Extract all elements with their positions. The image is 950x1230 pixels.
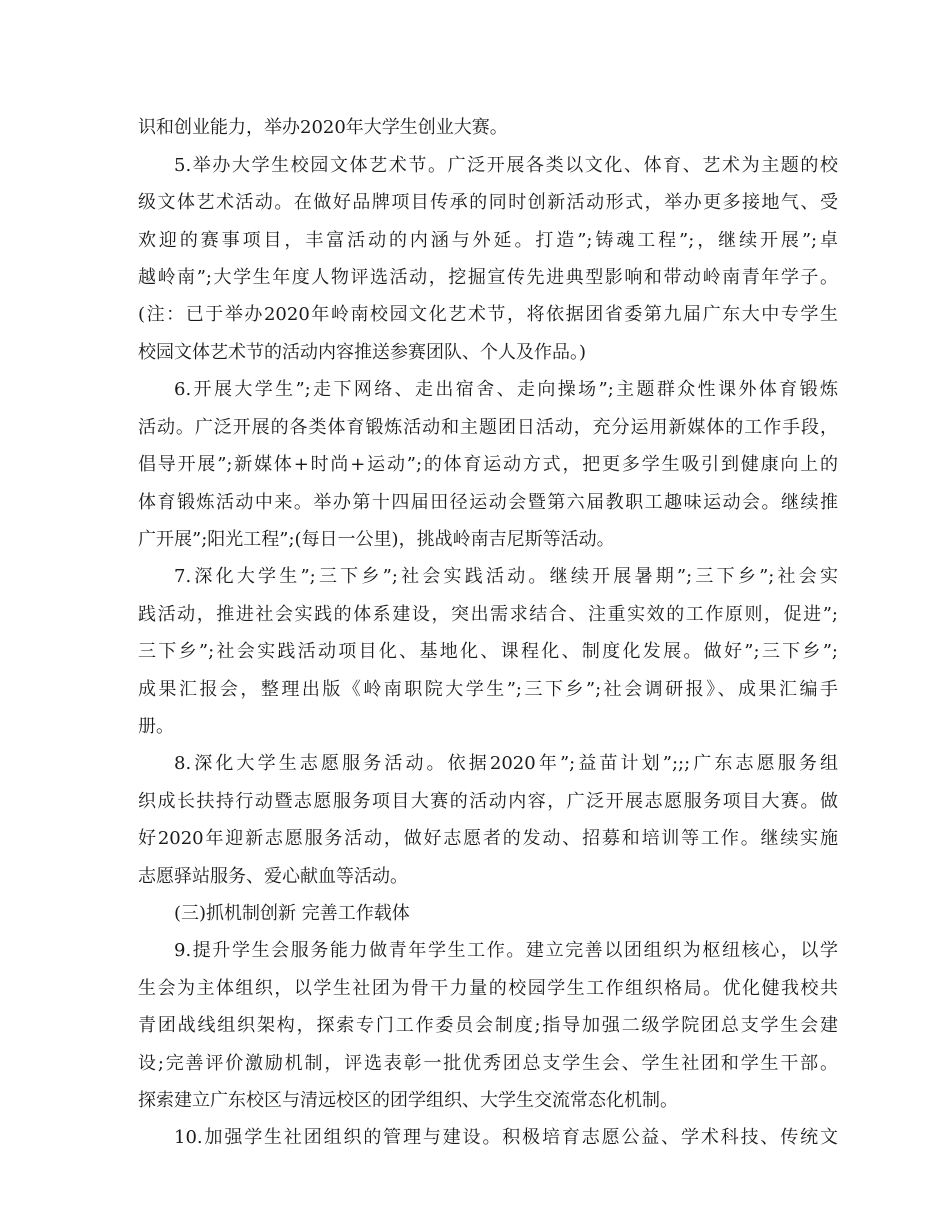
text-line: 9.提升学生会服务能力做青年学生工作。建立完善以团组织为枢纽核心，以学: [174, 940, 838, 961]
text-line: 生会为主体组织，以学生社团为骨干力量的校园学生工作组织格局。优化健我校共: [138, 978, 838, 999]
text-line: 册。: [138, 716, 174, 737]
text-line: (注：已于举办2020年岭南校园文化艺术节，将依据团省委第九届广东大中专学生: [138, 304, 838, 325]
text-line: 倡导开展”;新媒体+时尚+运动”;的体育运动方式，把更多学生吸引到健康向上的: [138, 454, 838, 475]
text-line: 好2020年迎新志愿服务活动，做好志愿者的发动、招募和培训等工作。继续实施: [138, 828, 838, 849]
text-line: 越岭南”;大学生年度人物评选活动，挖掘宣传先进典型影响和带动岭南青年学子。: [138, 267, 838, 288]
text-line: 欢迎的赛事项目，丰富活动的内涵与外延。打造”;铸魂工程”;，继续开展”;卓: [138, 230, 838, 251]
text-line: 8.深化大学生志愿服务活动。依据2020年”;益苗计划”;;;广东志愿服务组: [174, 753, 838, 774]
text-line: 成果汇报会，整理出版《岭南职院大学生”;三下乡”;社会调研报》、成果汇编手: [138, 679, 838, 700]
text-line: 设;完善评价激励机制，评选表彰一批优秀团总支学生会、学生社团和学生干部。: [138, 1053, 838, 1074]
text-line: 10.加强学生社团组织的管理与建设。积极培育志愿公益、学术科技、传统文: [174, 1127, 838, 1148]
text-line: 活动。广泛开展的各类体育锻炼活动和主题团日活动，充分运用新媒体的工作手段，: [138, 417, 838, 438]
section-heading: (三)抓机制创新 完善工作载体: [174, 903, 410, 924]
text-line: 校园文体艺术节的活动内容推送参赛团队、个人及作品。): [138, 342, 587, 363]
text-line: 青团战线组织架构，探索专门工作委员会制度;指导加强二级学院团总支学生会建: [138, 1015, 838, 1036]
text-line: 5.举办大学生校园文体艺术节。广泛开展各类以文化、体育、艺术为主题的校: [174, 155, 838, 176]
text-line: 体育锻炼活动中来。举办第十四届田径运动会暨第六届教职工趣味运动会。继续推: [138, 492, 838, 513]
text-line: 7.深化大学生”;三下乡”;社会实践活动。继续开展暑期”;三下乡”;社会实: [174, 566, 838, 587]
text-line: 探索建立广东校区与清远校区的团学组织、大学生交流常态化机制。: [138, 1090, 678, 1111]
text-line: 识和创业能力，举办2020年大学生创业大赛。: [138, 117, 508, 138]
text-line: 6.开展大学生”;走下网络、走出宿舍、走向操场”;主题群众性课外体育锻炼: [174, 379, 838, 400]
text-line: 级文体艺术活动。在做好品牌项目传承的同时创新活动形式，举办更多接地气、受: [138, 192, 838, 213]
text-line: 织成长扶持行动暨志愿服务项目大赛的活动内容，广泛开展志愿服务项目大赛。做: [138, 791, 838, 812]
text-line: 三下乡”;社会实践活动项目化、基地化、课程化、制度化发展。做好”;三下乡”;: [138, 641, 838, 662]
text-line: 广开展”;阳光工程”;(每日一公里)，挑战岭南吉尼斯等活动。: [138, 529, 615, 550]
text-line: 践活动，推进社会实践的体系建设，突出需求结合、注重实效的工作原则，促进”;: [138, 604, 838, 625]
text-line: 志愿驿站服务、爱心献血等活动。: [138, 866, 408, 887]
